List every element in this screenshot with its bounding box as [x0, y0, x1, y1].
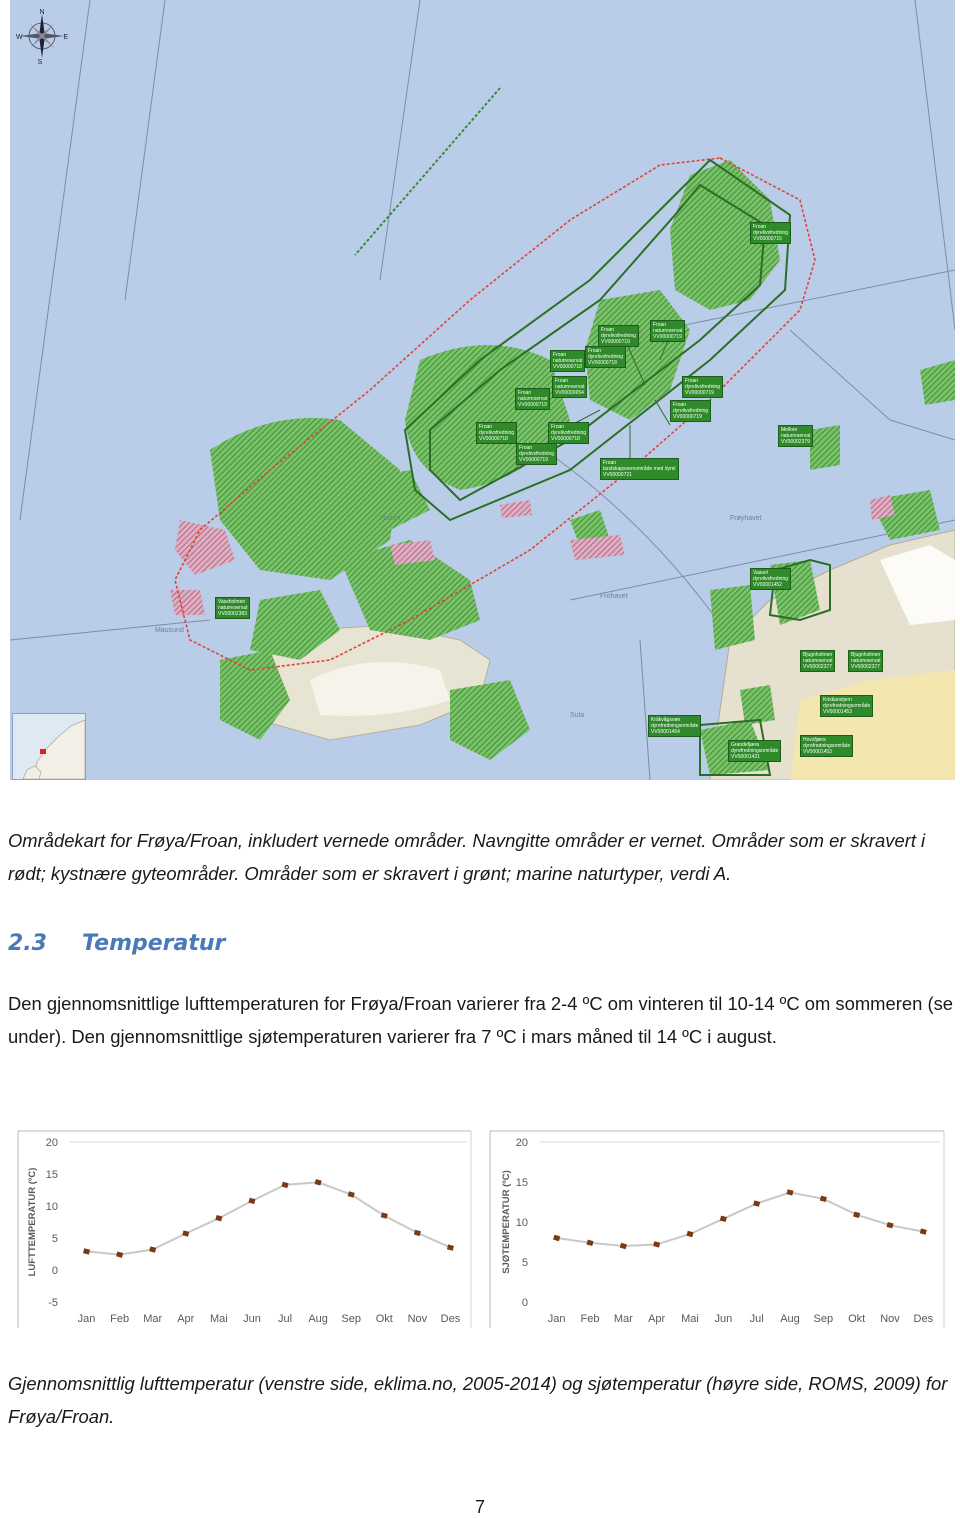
data-point — [315, 1179, 322, 1185]
data-point — [414, 1230, 421, 1236]
map-label: Froan naturreservat VV00000719 — [515, 388, 550, 410]
place-name: Frohavet — [600, 593, 628, 600]
green-dashed-line — [355, 88, 500, 255]
map-label: Vaavel dyrelivsfredning VV00001452 — [750, 568, 791, 590]
x-tick-label: Jul — [749, 1313, 764, 1325]
data-point — [886, 1222, 893, 1228]
place-name: Frøyhavet — [730, 515, 762, 522]
compass-e: E — [63, 34, 68, 41]
x-tick-label: Sep — [813, 1313, 834, 1325]
data-point — [586, 1240, 593, 1246]
x-tick-label: Mai — [210, 1313, 228, 1325]
data-point — [920, 1228, 927, 1234]
x-tick-label: Apr — [648, 1313, 666, 1325]
map-label: Froan dyrelivsfredning VV00000718 — [585, 346, 626, 368]
y-tick-label: 15 — [515, 1177, 528, 1189]
x-tick-label: Jan — [547, 1313, 566, 1325]
place-name: Sula — [570, 712, 585, 719]
location-marker-icon — [40, 749, 46, 754]
data-point — [786, 1189, 793, 1195]
compass-rose-icon — [14, 8, 70, 64]
x-tick-label: Jan — [77, 1313, 96, 1325]
y-tick-label: 0 — [521, 1297, 528, 1309]
series-line — [87, 1182, 451, 1254]
x-tick-label: Jun — [714, 1313, 733, 1325]
data-point — [348, 1191, 355, 1197]
map-label: Froan dyrelivsfredning VV00000718 — [476, 422, 517, 444]
chart-caption: Gjennomsnittlig lufttemperatur (venstre side, eklima.no, 2005-2014) og sjøtemperatur (høyre side, ROMS, 2009) for Frøya/Froan. — [8, 1373, 948, 1427]
map-label: Kristianstjern dyrefredningsområde VV00001453 — [820, 695, 873, 717]
x-tick-label: Apr — [177, 1313, 195, 1325]
x-tick-label: Aug — [308, 1313, 328, 1325]
series-line — [557, 1192, 924, 1246]
x-tick-label: Mar — [143, 1313, 163, 1325]
place-name: Mausund — [155, 627, 184, 634]
y-tick-label: 20 — [45, 1137, 58, 1149]
x-tick-label: Okt — [848, 1313, 866, 1325]
data-point — [447, 1244, 454, 1250]
map-label: Froan dyrelivsfredning VV00000715 — [750, 222, 791, 244]
x-tick-label: Des — [440, 1313, 461, 1325]
data-point — [83, 1248, 90, 1254]
x-tick-label: Jul — [278, 1313, 293, 1325]
x-tick-label: Feb — [580, 1313, 600, 1325]
map-figure — [10, 0, 955, 780]
sea-temperature-chart — [485, 1130, 955, 1330]
map-label: Mellom naturreservat VV00002379 — [778, 425, 813, 447]
x-tick-label: Feb — [110, 1313, 130, 1325]
data-point — [381, 1212, 388, 1218]
inset-canvas — [13, 714, 85, 779]
section-title: Temperatur — [82, 931, 226, 956]
air-temperature-chart — [15, 1130, 485, 1330]
map-label: Bjugnholmen naturreservat VV00002377 — [848, 650, 883, 672]
body-paragraph: Den gjennomsnittlige lufttemperaturen for Frøya/Froan varierer fra 2-4 ºC om vinteren til 10-14 ºC om sommeren (se under). Den gjennomsnittlige sjøtemperaturen varierer fra 7 ºC i mars måned til 14 ºC i august. — [8, 993, 953, 1047]
data-point — [686, 1231, 693, 1237]
section-number: 2.3 — [8, 931, 47, 956]
map-label: Froan dyrelivsfredning VV00000719 — [682, 376, 723, 398]
section-heading — [8, 931, 225, 956]
air-temperature-chart-svg — [15, 1130, 485, 1330]
map-label: Hovsfjæra dyrefredningsområde VV00001453 — [800, 735, 853, 757]
map-label: Bjugnholmen naturreservat VV00002377 — [800, 650, 835, 672]
x-tick-label: Sep — [341, 1313, 361, 1325]
sea-temperature-chart-svg — [485, 1130, 955, 1330]
map-label: Froan naturreservat VV00000719 — [650, 320, 685, 342]
data-point — [116, 1251, 123, 1257]
data-point — [820, 1196, 827, 1202]
x-tick-label: Aug — [780, 1313, 800, 1325]
map-label: Froan dyrelivsfredning VV00000718 — [548, 422, 589, 444]
x-tick-label: Mai — [681, 1313, 699, 1325]
data-point — [553, 1235, 560, 1241]
map-label: Grandefjæra dyrefredningsområde VV00001431 — [728, 740, 781, 762]
map-caption: Områdekart for Frøya/Froan, inkludert vernede områder. Navngitte områder er vernet. Områder som er skravert i rødt; kystnære gyteområder. Områder som er skravert i grønt; marine naturtyper, verdi A. — [8, 830, 926, 884]
data-point — [653, 1241, 660, 1247]
x-tick-label: Nov — [880, 1313, 900, 1325]
y-tick-label: 0 — [51, 1265, 58, 1277]
page-number: 7 — [474, 1497, 485, 1517]
y-tick-label: 10 — [515, 1217, 528, 1229]
x-tick-label: Des — [913, 1313, 934, 1325]
x-tick-label: Nov — [407, 1313, 428, 1325]
y-tick-label: 15 — [45, 1169, 58, 1181]
compass-n: N — [39, 9, 45, 16]
x-tick-label: Okt — [375, 1313, 393, 1325]
map-label: Froan naturreservat VV00000654 — [552, 376, 587, 398]
overview-inset-map — [12, 713, 86, 780]
map-label: Vassholmen naturreservat VV00002383 — [215, 597, 250, 619]
place-name: Halten — [380, 515, 401, 522]
data-point — [853, 1212, 860, 1218]
map-label: Froan dyrelivsfredning VV00000719 — [516, 443, 557, 465]
y-tick-label: 5 — [51, 1233, 58, 1245]
y-tick-label: 10 — [45, 1201, 58, 1213]
y-axis-label: SJØTEMPERATUR (ºC) — [501, 1170, 512, 1274]
x-tick-label: Jun — [243, 1313, 261, 1325]
compass-s: S — [37, 59, 43, 64]
y-axis-label: LUFTTEMPERATUR (ºC) — [27, 1167, 38, 1277]
map-label: Froan dyrelivsfredning VV00000719 — [670, 400, 711, 422]
map-label: Froan landskapsvernområde med dyrel VV00000721 — [600, 458, 679, 480]
y-tick-label: 5 — [521, 1257, 528, 1269]
map-label: Froan dyrelivsfredning VV00000719 — [598, 325, 639, 347]
y-tick-label: 20 — [515, 1137, 528, 1149]
compass-w: W — [16, 34, 23, 41]
y-tick-label: -5 — [48, 1297, 58, 1309]
data-point — [620, 1243, 627, 1249]
x-tick-label: Mar — [613, 1313, 633, 1325]
map-label: Froan naturreservat VV00000718 — [550, 350, 585, 372]
map-label: Kråkvågsvær dyrefredningsområde VV00001454 — [648, 715, 701, 737]
